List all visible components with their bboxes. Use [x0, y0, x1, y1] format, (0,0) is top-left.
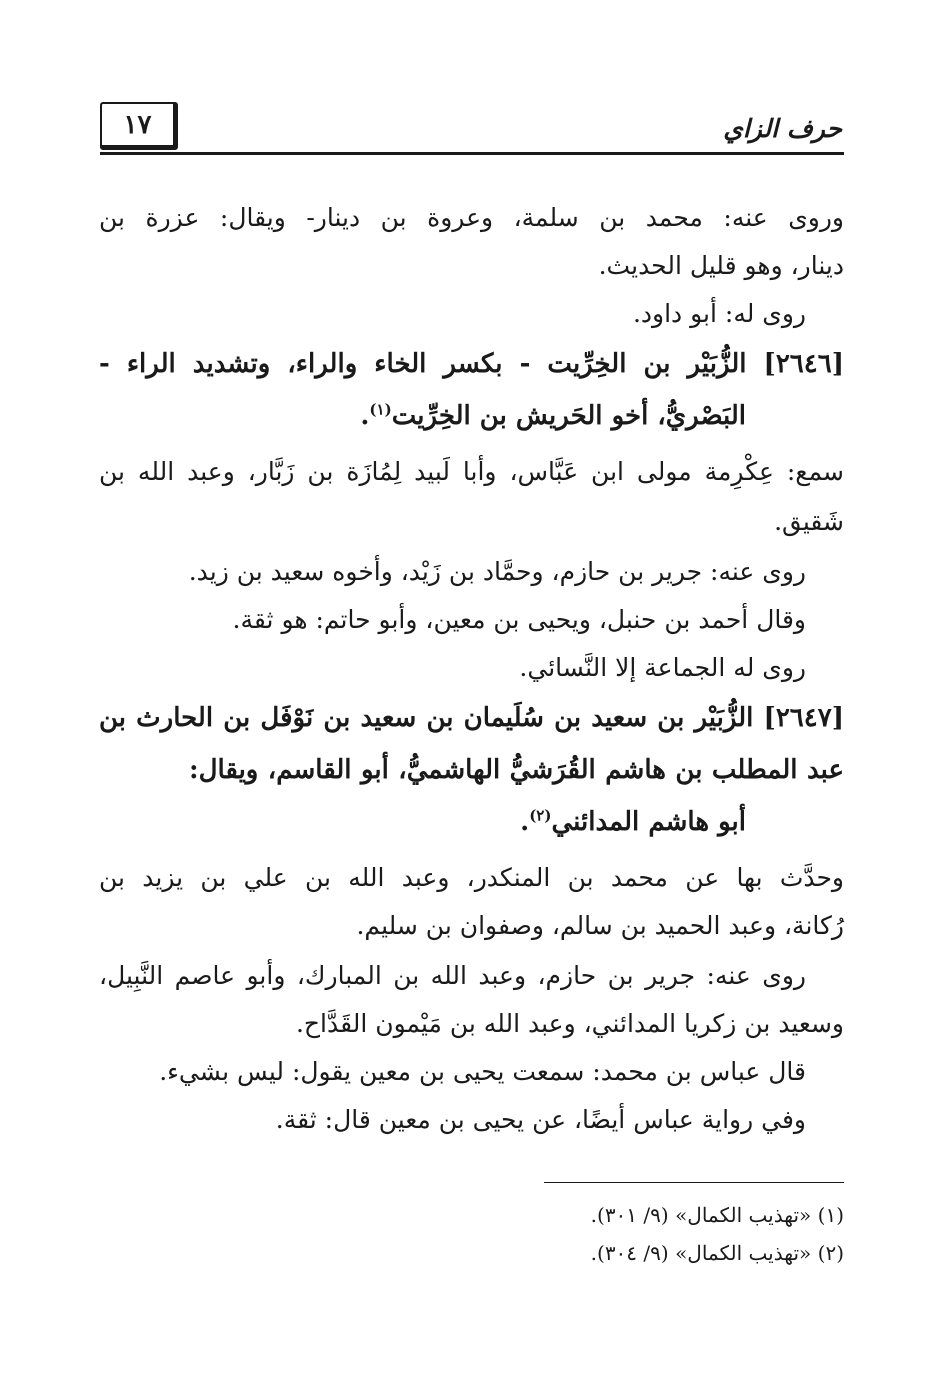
text-line: قال عباس بن محمد: سمعت يحيى بن معين يقول: ليس بشيء.	[159, 1057, 806, 1086]
text-line: وفي رواية عباس أيضًا، عن يحيى بن معين قال: ثقة.	[275, 1105, 806, 1134]
text-line: وقال أحمد بن حنبل، ويحيى بن معين، وأبو حاتم: هو ثقة.	[232, 605, 806, 634]
page-number-box	[100, 102, 178, 150]
text-line: روى له: أبو داود.	[632, 299, 806, 328]
page-header	[100, 100, 844, 158]
entry-heading-text: أبو هاشم المدائني	[551, 807, 746, 837]
entry-heading-text: البَصْريُّ، أخو الحَريش بن الخِرِّيت	[391, 401, 746, 431]
entry-heading: [٢٦٤٧] الزُّبَيْر بن سعيد بن سُلَيمان بن سعيد بن نَوْفَل بن الحارث بن	[99, 703, 844, 733]
header-rule	[100, 152, 844, 155]
entry-heading-continued	[360, 396, 746, 436]
text-line: وسعيد بن زكريا المدائني، وعبد الله بن مَيْمون القَدَّاح.	[295, 1009, 844, 1038]
footnote-marker: (١)	[369, 400, 392, 419]
text-line: روى عنه: جرير بن حازم، وحمَّاد بن زَيْد، وأخوه سعيد بن زيد.	[188, 557, 806, 586]
text-line: روى له الجماعة إلا النَّسائي.	[519, 653, 806, 682]
entry-heading-continued	[520, 802, 746, 842]
entry-heading-continued: عبد المطلب بن هاشم القُرَشيُّ الهاشميُّ، أبو القاسم، ويقال:	[189, 755, 844, 785]
text-line: وروى عنه: محمد بن سلمة، وعروة بن دينار- ويقال: عزرة بن	[99, 203, 844, 232]
page-number: ١٧	[123, 109, 152, 140]
running-title: حرف الزاي	[723, 114, 842, 143]
text-line: وحدَّث بها عن محمد بن المنكدر، وعبد الله بن علي بن يزيد بن	[99, 863, 844, 892]
period: .	[360, 401, 370, 431]
footnote: (١) «تهذيب الكمال» (٩/ ٣٠١).	[590, 1203, 844, 1227]
text-line: شَقيق.	[774, 507, 844, 536]
entry-heading: [٢٦٤٦] الزُّبَيْر بن الخِرِّيت - بكسر الخاء والراء، وتشديد الراء -	[99, 349, 844, 379]
text-line: دينار، وهو قليل الحديث.	[598, 251, 844, 280]
text-line: رُكانة، وعبد الحميد بن سالم، وصفوان بن سليم.	[356, 911, 844, 940]
text-line: سمع: عِكْرِمة مولى ابن عَبَّاس، وأبا لَبيد لِمُازَة بن زَبَّار، وعبد الله بن	[99, 457, 844, 486]
footnote-marker: (٢)	[529, 806, 552, 825]
footnote-rule	[544, 1182, 844, 1183]
period: .	[520, 807, 530, 837]
text-line: روى عنه: جرير بن حازم، وعبد الله بن المبارك، وأبو عاصم النَّبِيل،	[99, 961, 806, 990]
footnote: (٢) «تهذيب الكمال» (٩/ ٣٠٤).	[590, 1241, 844, 1265]
